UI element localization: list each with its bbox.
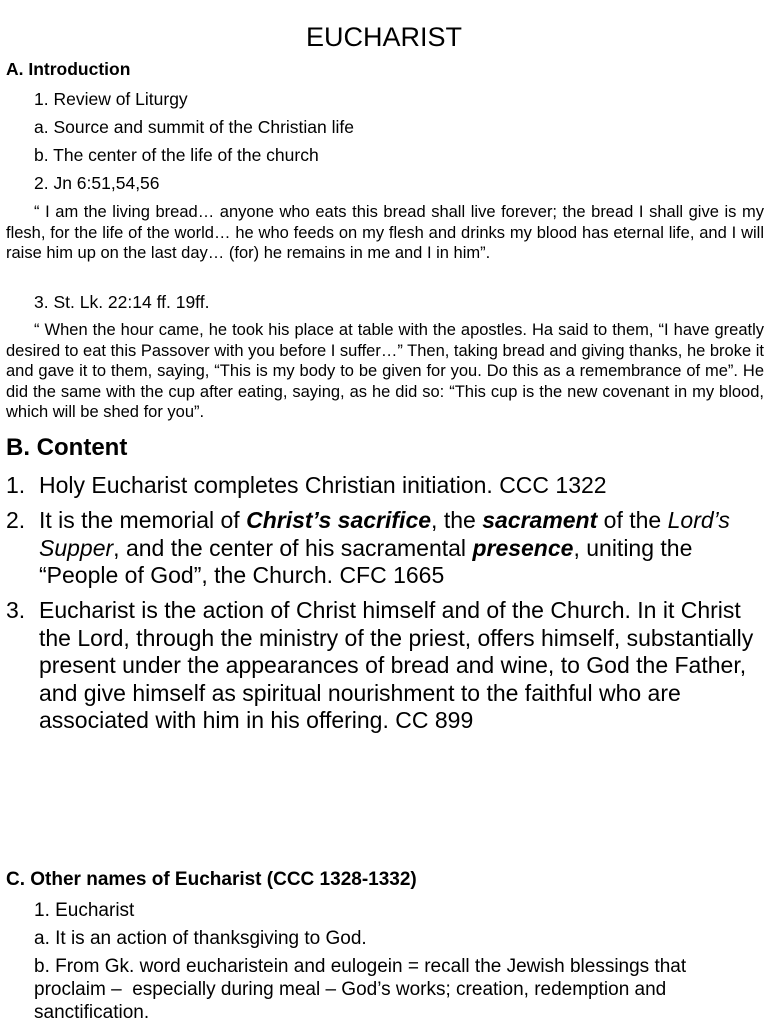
content-item-number: 2. <box>6 507 26 533</box>
names-item-1a: a. It is an action of thanksgiving to God. <box>34 928 367 949</box>
emphasis-presence: presence <box>472 534 574 561</box>
content-item-text: Eucharist is the action of Christ himself and of the Church. In it Christ the Lord, through the ministry of the priest, offers himself, substantially present under the appearances of bread and wine, to God the Father, and give himself as spiritual nourishment to the faithful who are associated with him in his offering. CC 899 <box>39 597 754 733</box>
intro-item-3: 3. St. Lk. 22:14 ff. 19ff. <box>34 292 210 312</box>
text-run: It is the memorial of <box>39 507 247 533</box>
intro-item-1: 1. Review of Liturgy <box>34 89 188 109</box>
intro-item-1a: a. Source and summit of the Christian life <box>34 117 355 137</box>
names-item-1b: b. From Gk. word eucharistein and eulogein = recall the Jewish blessings that proclaim – especially during meal – God’s works; creation, redemption and sanctification. <box>34 956 702 1023</box>
section-c-heading: C. Other names of Eucharist (CCC 1328-1332) <box>6 869 417 890</box>
page-title: EUCHARIST <box>305 22 462 52</box>
intro-item-1b: b. The center of the life of the church <box>34 145 319 165</box>
content-item-1 <box>6 472 764 500</box>
section-a-heading: A. Introduction <box>6 59 131 79</box>
emphasis-lords-supper: Lord’s Supper <box>39 507 730 561</box>
content-item-number: 1. <box>6 472 26 498</box>
text-run: of the <box>597 507 668 533</box>
text-run: , uniting the “People of God”, the Church. CFC 1665 <box>39 534 693 588</box>
text-run: , the <box>431 507 483 533</box>
content-item-2 <box>6 507 764 590</box>
content-item-number: 3. <box>6 597 26 623</box>
intro-item-2: 2. Jn 6:51,54,56 <box>34 173 160 193</box>
emphasis-christs-sacrifice: Christ’s sacrifice <box>246 507 432 533</box>
content-item-text: Holy Eucharist completes Christian initiation. CCC 1322 <box>39 472 607 498</box>
section-b-heading: B. Content <box>6 434 128 461</box>
emphasis-sacrament: sacrament <box>482 507 598 533</box>
text-run: , and the center of his sacramental <box>113 534 473 561</box>
content-item-3 <box>6 597 764 735</box>
scripture-quote-luke: “ When the hour came, he took his place at table with the apostles. Ha said to them, “I have greatly desired to eat this Passover with you before I suffer…” Then, taking bread and giving thanks, he broke it and gave it to them, saying, “This is my body to be given for you. Do this as a remembrance of me”. He did the same with the cup after eating, saying, as he did so: “This cup is the new covenant in my blood, which will be shed for you”. <box>6 321 764 421</box>
names-item-1: 1. Eucharist <box>34 900 135 921</box>
content-item-text <box>39 507 764 590</box>
scripture-quote-john: “ I am the living bread… anyone who eats this bread shall live forever; the bread I shall give is my flesh, for the life of the world… he who feeds on my flesh and drinks my blood has eternal life, and I will raise him up on the last day… (for) he remains in me and I in him”. <box>6 203 764 262</box>
